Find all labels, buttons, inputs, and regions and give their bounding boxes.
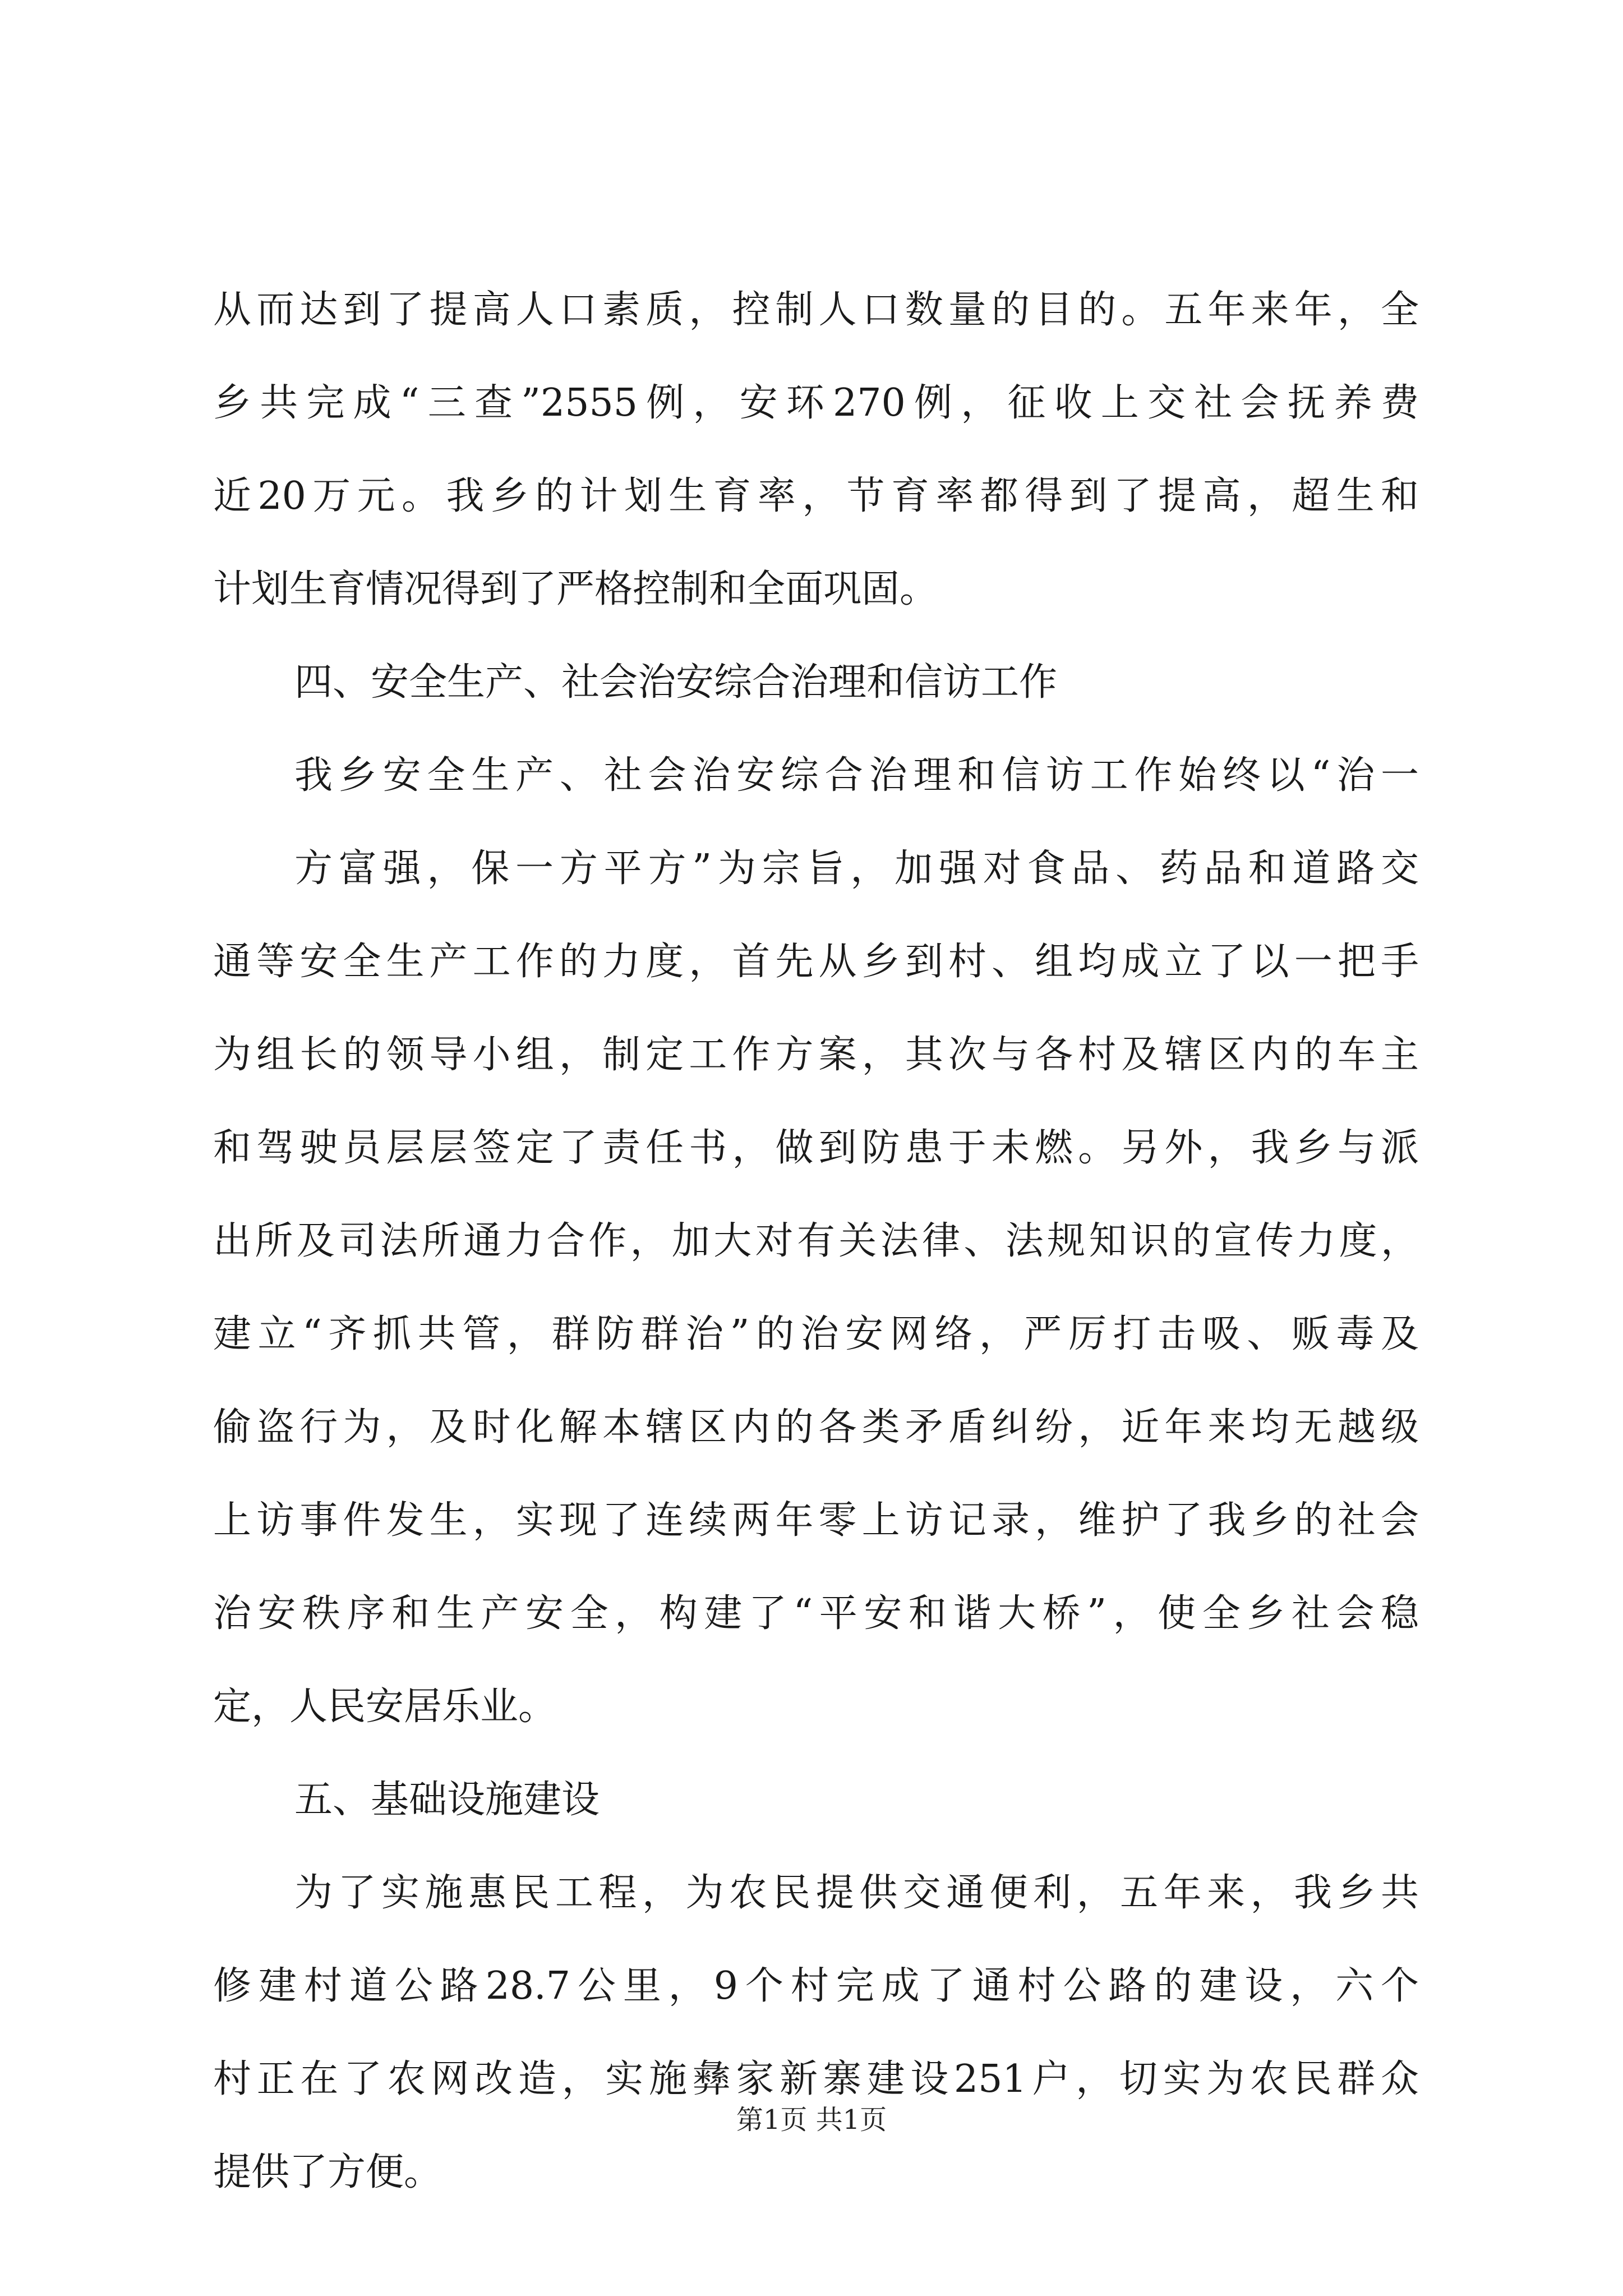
- text-line: 我乡安全生产、社会治安综合治理和信访工作始终以“治一: [294, 753, 1419, 798]
- section-heading: 四、安全生产、社会治安综合治理和信访工作: [294, 660, 1058, 705]
- text-line: 计划生育情况得到了严格控制和全面巩固。: [213, 567, 938, 611]
- text-line: 偷盗行为，及时化解本辖区内的各类矛盾纠纷，近年来均无越级: [213, 1405, 1419, 1450]
- text-line: 治安秩序和生产安全，构建了“平安和谐大桥”，使全乡社会稳: [213, 1591, 1419, 1636]
- text-line: 定，人民安居乐业。: [213, 1685, 557, 1729]
- text-line: 修建村道公路28.7公里，9个村完成了通村公路的建设，六个: [213, 1964, 1419, 2008]
- document-body: [213, 264, 1419, 2219]
- text-line: 为了实施惠民工程，为农民提供交通便利，五年来，我乡共: [294, 1871, 1419, 1915]
- text-line: 通等安全生产工作的力度，首先从乡到村、组均成立了以一把手: [213, 940, 1419, 984]
- text-line: 村正在了农网改造，实施彝家新寨建设251户，切实为农民群众: [213, 2057, 1419, 2101]
- text-line: 近20万元。我乡的计划生育率，节育率都得到了提高，超生和: [213, 474, 1419, 518]
- page-number-footer: 第1页 共1页: [736, 2104, 887, 2136]
- text-line: 建立“齐抓共管，群防群治”的治安网络，严厉打击吸、贩毒及: [213, 1312, 1419, 1356]
- text-line: 乡共完成“三查”2555例，安环270例，征收上交社会抚养费: [213, 381, 1419, 425]
- text-line: 为组长的领导小组，制定工作方案，其次与各村及辖区内的车主: [213, 1033, 1419, 1077]
- text-line: 和驾驶员层层签定了责任书，做到防患于未燃。另外，我乡与派: [213, 1126, 1419, 1170]
- section-heading: 五、基础设施建设: [294, 1778, 600, 1822]
- text-line: 从而达到了提高人口素质，控制人口数量的目的。五年来年，全: [213, 288, 1419, 332]
- text-line: 提供了方便。: [213, 2150, 442, 2194]
- text-line: 出所及司法所通力合作，加大对有关法律、法规知识的宣传力度，: [213, 1219, 1419, 1263]
- text-line: 方富强，保一方平方”为宗旨，加强对食品、药品和道路交: [294, 846, 1419, 891]
- text-line: 上访事件发生，实现了连续两年零上访记录，维护了我乡的社会: [213, 1498, 1419, 1543]
